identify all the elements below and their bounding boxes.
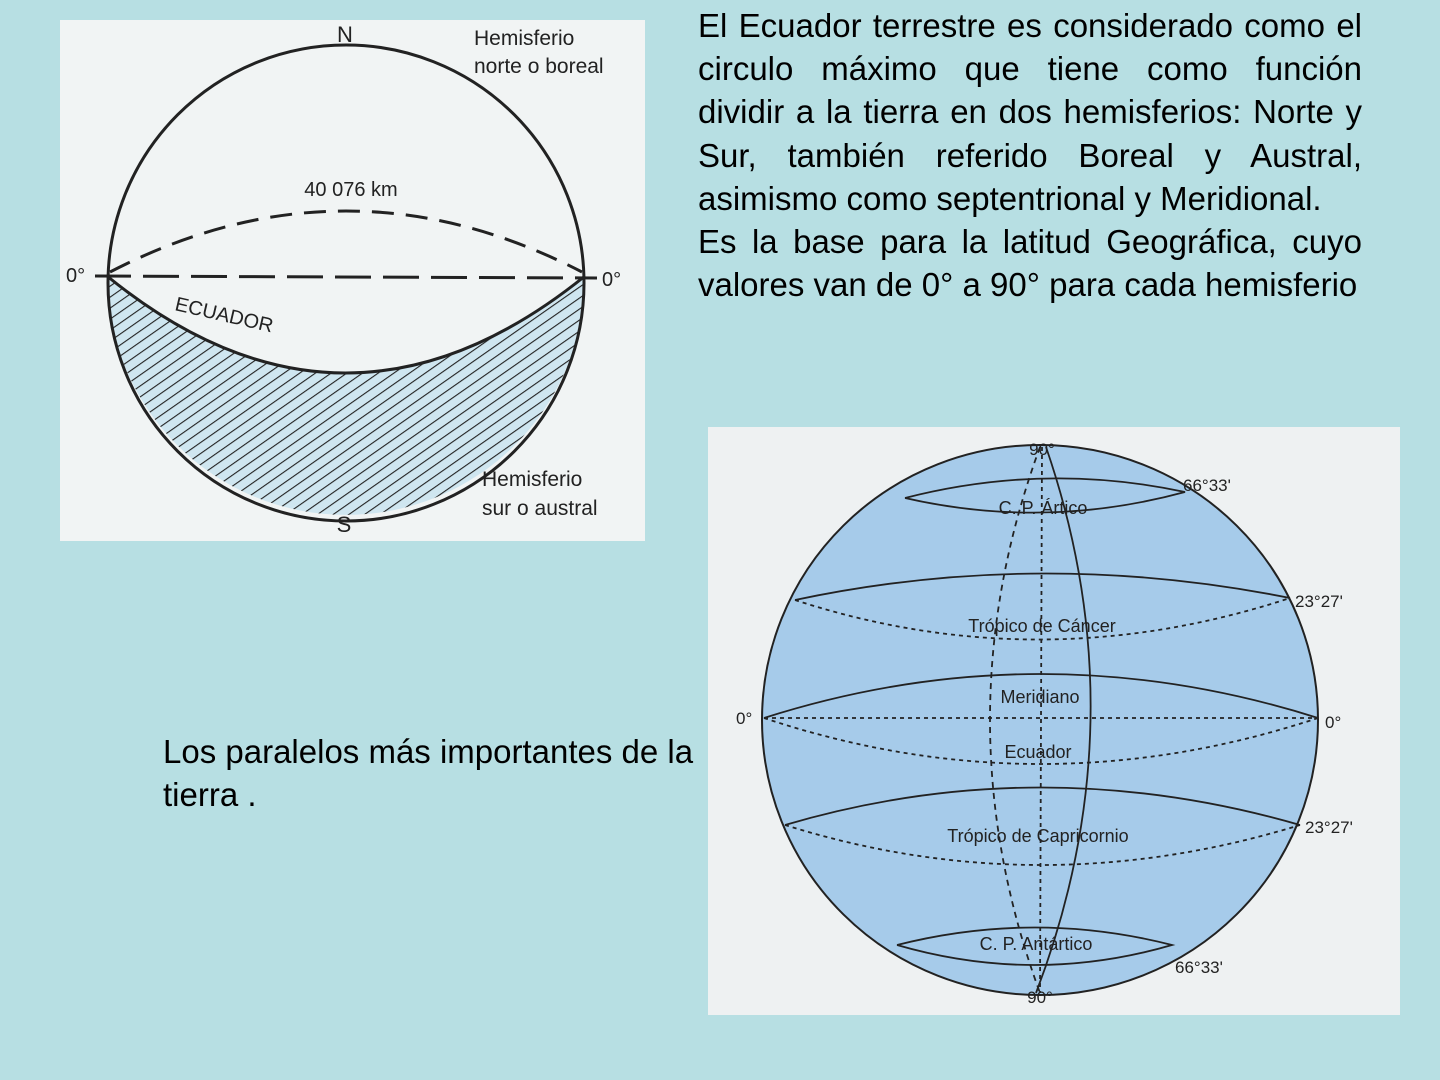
explanation-text: [698, 4, 1362, 306]
meridian-label: Meridiano: [1000, 687, 1080, 707]
north-label: N: [337, 22, 353, 47]
south-hemisphere-label-2: sur o austral: [482, 497, 598, 520]
equator-right-degree: 0°: [1325, 713, 1342, 732]
hemispheres-diagram: [60, 20, 645, 541]
capricorn-label: Trópico de Capricornio: [947, 826, 1129, 846]
north-pole-degree: 90°: [1029, 440, 1055, 459]
left-degree-label: 0°: [66, 265, 86, 287]
parallels-svg: [708, 427, 1400, 1015]
equator-axis: [95, 276, 597, 278]
parallels-diagram: [708, 427, 1400, 1015]
antarctic-degree: 66°33': [1175, 958, 1223, 977]
equator-label: Ecuador: [1004, 742, 1072, 762]
capricorn-degree: 23°27': [1305, 818, 1353, 837]
south-label: S: [336, 512, 352, 537]
antarctic-label: C. P. Antártico: [979, 934, 1093, 954]
equator-left-degree: 0°: [736, 709, 753, 728]
north-hemisphere-label-1: Hemisferio: [474, 27, 575, 50]
cancer-label: Trópico de Cáncer: [968, 616, 1116, 636]
arctic-degree: 66°33': [1183, 476, 1231, 495]
parallels-caption: Los paralelos más importantes de la tierra .: [163, 733, 694, 813]
right-degree-label: 0°: [602, 269, 622, 291]
south-hemisphere-label-1: Hemisferio: [482, 468, 583, 491]
north-hemisphere-label-2: norte o boreal: [474, 55, 604, 78]
hemispheres-svg: [60, 20, 645, 541]
paragraph-equator: El Ecuador terrestre es considerado como el circulo máximo que tiene como función dividir a la tierra en dos hemisferios: Norte y Sur, también referido Boreal y Austral, asimismo como septentrional y Meridional.: [698, 7, 1362, 217]
circumference-label: 40 076 km: [304, 179, 398, 201]
paragraph-latitude: Es la base para la latitud Geográfica, cuyo valores van de 0° a 90° para cada hemisferio: [698, 223, 1362, 304]
ecuador-label: ECUADOR: [172, 293, 276, 338]
arctic-label: C. P. Ártico: [998, 498, 1088, 518]
cancer-degree: 23°27': [1295, 592, 1343, 611]
south-pole-degree: 90°: [1027, 988, 1053, 1007]
equator-back-dashed: [110, 211, 582, 272]
